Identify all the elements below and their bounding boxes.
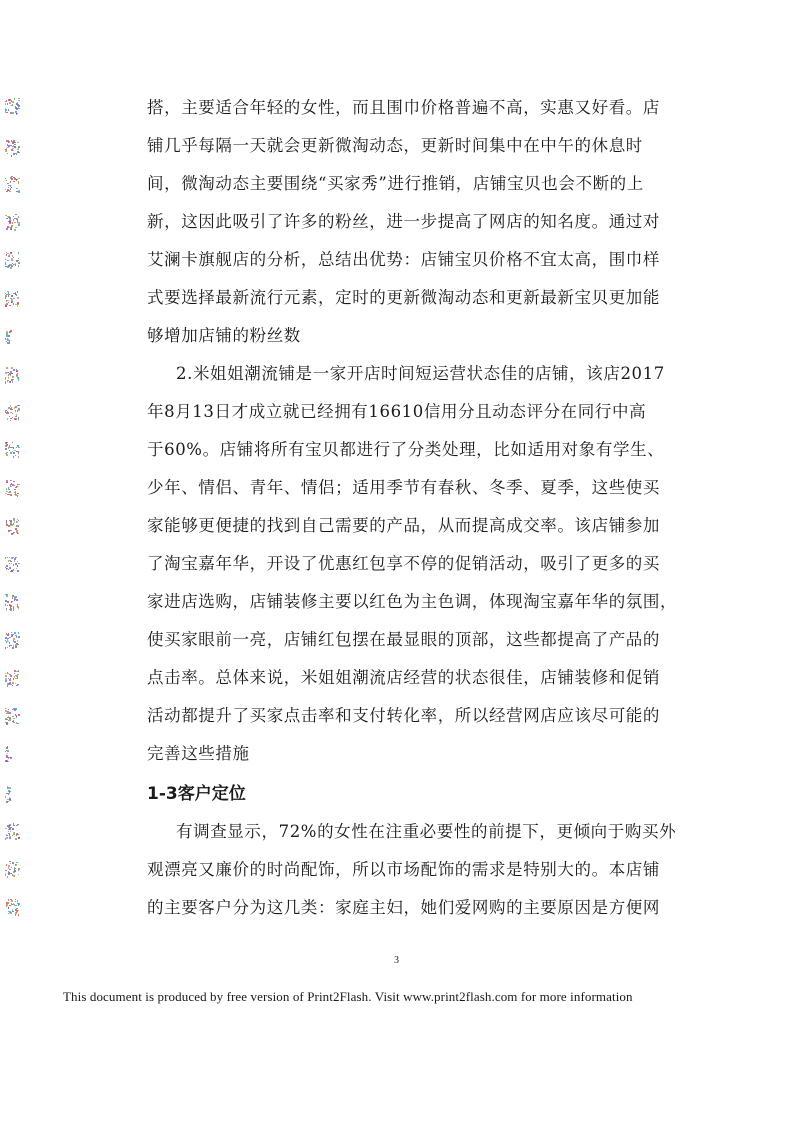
margin-mark — [5, 176, 19, 192]
section-heading: 1-3客户定位 — [147, 784, 246, 804]
body-line: 年8月13日才成立就已经拥有16610信用分且动态评分在同行中高 — [147, 402, 647, 421]
margin-mark — [5, 632, 19, 648]
section-line: 有调查显示，72%的女性在注重必要性的前提下，更倾向于购买外 — [176, 822, 677, 841]
body-line: 新，这因此吸引了许多的粉丝，进一步提高了网店的知名度。通过对 — [147, 212, 660, 231]
body-line: 铺几乎每隔一天就会更新微淘动态，更新时间集中在中午的休息时 — [147, 136, 643, 155]
body-line: 搭，主要适合年轻的女性，而且围巾价格普遍不高，实惠又好看。店 — [147, 98, 660, 117]
body-line: 于60%。店铺将所有宝贝都进行了分类处理，比如适用对象有学生、 — [147, 440, 665, 459]
margin-mark — [5, 290, 19, 306]
section-line: 观漂亮又廉价的时尚配饰，所以市场配饰的需求是特别大的。本店铺 — [147, 860, 660, 879]
margin-mark — [5, 214, 19, 230]
margin-mark — [5, 594, 19, 610]
margin-mark — [5, 518, 19, 534]
margin-mark — [5, 252, 19, 268]
footer-mark — [3, 994, 21, 1002]
margin-mark — [5, 670, 19, 686]
margin-mark — [5, 442, 19, 458]
body-line: 使买家眼前一亮，店铺红包摆在最显眼的顶部，这些都提高了产品的 — [147, 630, 660, 649]
body-line: 活动都提升了买家点击率和支付转化率，所以经营网店应该尽可能的 — [147, 706, 660, 725]
body-line: 少年、情侣、青年、情侣；适用季节有春秋、冬季、夏季，这些使买 — [147, 478, 660, 497]
body-line: 家进店选购，店铺装修主要以红色为主色调，体现淘宝嘉年华的氛围， — [147, 592, 678, 611]
body-line: 2.米姐姐潮流铺是一家开店时间短运营状态佳的店铺，该店2017 — [176, 364, 665, 383]
margin-mark — [5, 140, 19, 156]
section-line: 的主要客户分为这几类：家庭主妇，她们爱网购的主要原因是方便网 — [147, 898, 660, 917]
body-line: 点击率。总体来说，米姐姐潮流店经营的状态很佳，店铺装修和促销 — [147, 668, 660, 687]
body-line: 家能够更便捷的找到自己需要的产品，从而提高成交率。该店铺参加 — [147, 516, 660, 535]
margin-mark — [5, 746, 11, 762]
footer-text: This document is produced by free version of Print2Flash. Visit www.print2flash.com for more information — [63, 989, 633, 1004]
margin-mark — [5, 708, 19, 724]
body-line: 够增加店铺的粉丝数 — [147, 326, 301, 345]
margin-mark — [5, 480, 19, 496]
body-line: 完善这些措施 — [147, 744, 250, 763]
margin-mark — [5, 786, 11, 802]
margin-mark — [5, 861, 19, 877]
margin-mark — [5, 98, 19, 114]
body-line: 式要选择最新流行元素，定时的更新微淘动态和更新最新宝贝更加能 — [147, 288, 660, 307]
margin-mark — [5, 823, 19, 839]
body-line: 了淘宝嘉年华，开设了优惠红包享不停的促销活动，吸引了更多的买 — [147, 554, 660, 573]
margin-mark — [5, 405, 19, 421]
margin-mark — [5, 367, 19, 383]
margin-mark — [5, 329, 11, 345]
body-line: 艾澜卡旗舰店的分析，总结出优势：店铺宝贝价格不宜太高，围巾样 — [147, 250, 660, 269]
margin-mark — [5, 556, 19, 572]
margin-mark — [5, 899, 19, 915]
body-line: 间，微淘动态主要围绕“买家秀”进行推销，店铺宝贝也会不断的上 — [147, 174, 644, 193]
page-number: 3 — [394, 955, 399, 966]
